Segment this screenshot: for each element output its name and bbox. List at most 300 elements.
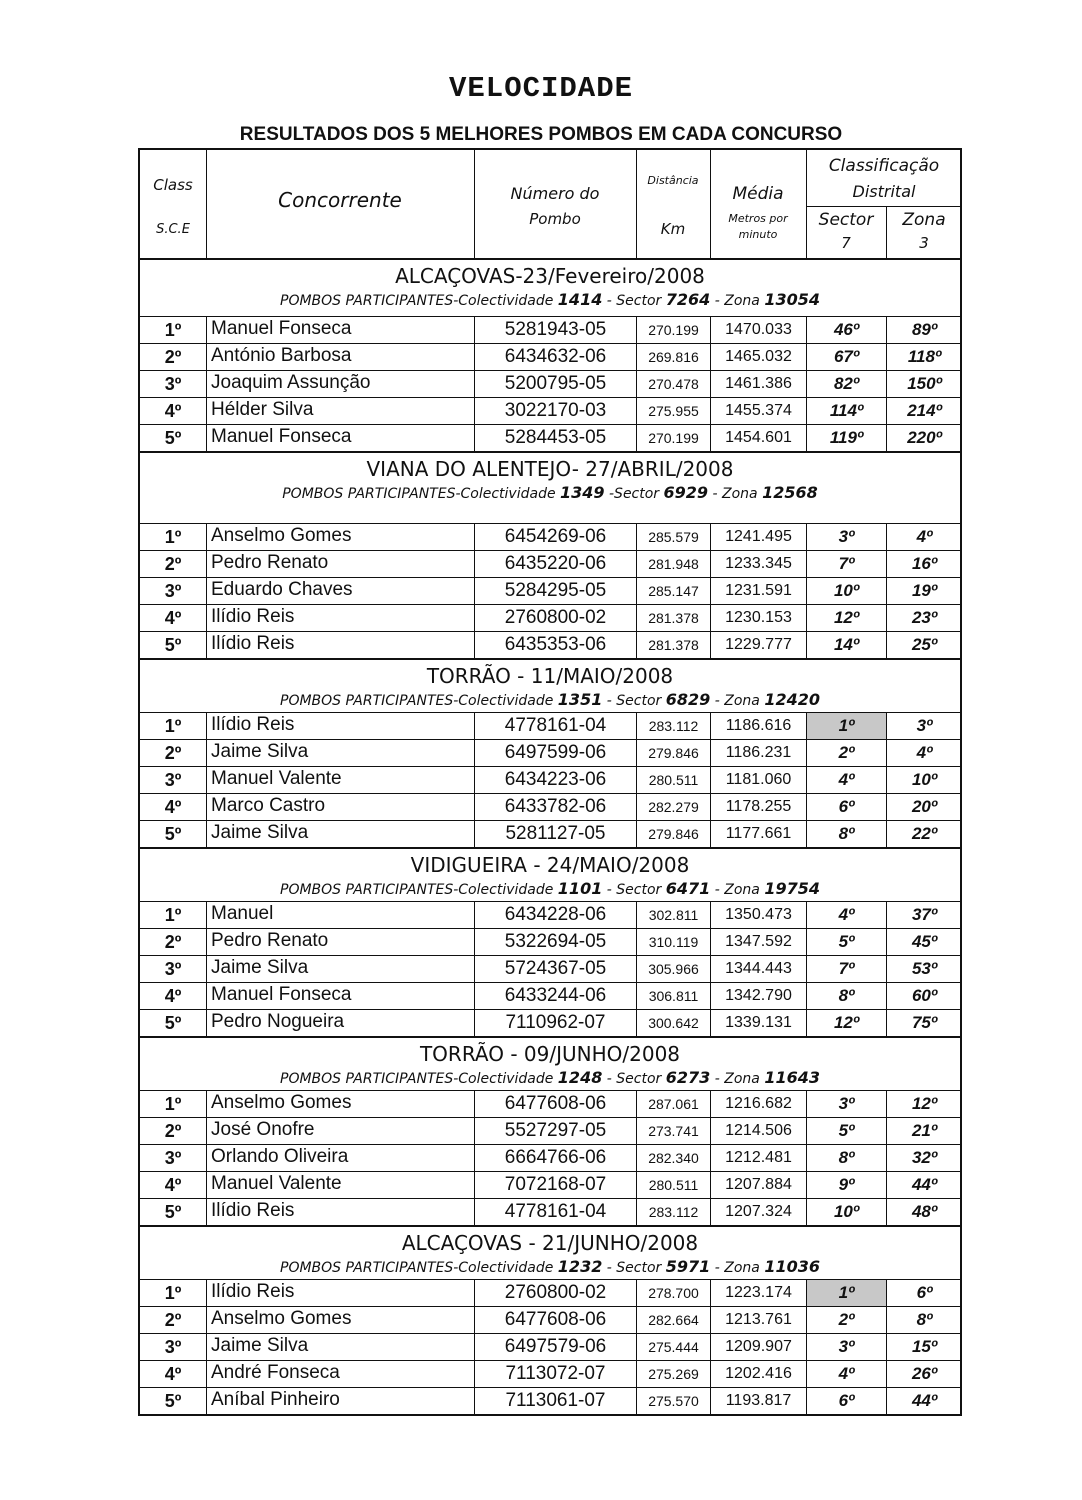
participants-zona: 13054: [764, 290, 820, 309]
table-row: [140, 983, 960, 1010]
cell-dist: 282.340: [636, 1145, 710, 1171]
cell-sector: 1º: [806, 713, 886, 739]
cell-sector: 82º: [806, 371, 886, 397]
participants-zona-label: - Zona: [714, 1260, 760, 1276]
cell-pombo: 6477608-06: [474, 1091, 636, 1117]
cell-zona: 44º: [886, 1172, 962, 1198]
cell-dist: 283.112: [636, 713, 710, 739]
cell-dist: 275.444: [636, 1334, 710, 1360]
cell-zona: 10º: [886, 767, 962, 793]
table-row: [140, 1118, 960, 1145]
contest-header: [140, 849, 960, 902]
cell-sector: 46º: [806, 317, 886, 343]
cell-cls: 1º: [164, 716, 182, 736]
cell-dist: 279.846: [636, 821, 710, 847]
participants-sector: 5971: [665, 1257, 711, 1276]
cell-sector: 2º: [806, 1307, 886, 1333]
cell-pombo: 6434223-06: [474, 767, 636, 793]
participants-zona-label: - Zona: [714, 1071, 760, 1087]
cell-dist: 285.579: [636, 524, 710, 550]
cell-sector: 12º: [806, 1010, 886, 1036]
cell-name: Ilídio Reis: [206, 605, 474, 631]
cell-cls: 5º: [164, 1013, 182, 1033]
participants-colectividade: 1101: [557, 879, 603, 898]
cell-cls: 4º: [164, 608, 182, 628]
cell-media: 1216.682: [710, 1091, 806, 1117]
cell-dist: 275.269: [636, 1361, 710, 1387]
contest-name: VIDIGUEIRA - 24/MAIO/2008: [410, 853, 690, 877]
header-media: Média: [732, 184, 784, 204]
cell-pombo: 5527297-05: [474, 1118, 636, 1144]
cell-media: 1350.473: [710, 902, 806, 928]
participants-sector-label: - Sector: [606, 293, 662, 309]
cell-pombo: 6664766-06: [474, 1145, 636, 1171]
cell-pombo: 5281943-05: [474, 317, 636, 343]
participants-sector: 6929: [663, 483, 709, 502]
cell-cls: 5º: [164, 1391, 182, 1411]
table-row: [140, 425, 960, 451]
cell-sector: 9º: [806, 1172, 886, 1198]
header-km: Km: [660, 220, 686, 238]
participants-info-prefix: POMBOS PARTICIPANTES-Colectividade: [282, 486, 556, 502]
participants-sector-label: - Sector: [606, 1071, 662, 1087]
cell-sector: 5º: [806, 1118, 886, 1144]
cell-media: 1344.443: [710, 956, 806, 982]
cell-cls: 1º: [164, 1094, 182, 1114]
cell-pombo: 4778161-04: [474, 1199, 636, 1225]
cell-pombo: 6434632-06: [474, 344, 636, 370]
cell-cls: 4º: [164, 797, 182, 817]
cell-sector: 8º: [806, 983, 886, 1009]
participants-zona-label: - Zona: [712, 486, 758, 502]
cell-sector: 7º: [806, 551, 886, 577]
table-row: [140, 524, 960, 551]
participants-colectividade: 1248: [557, 1068, 603, 1087]
cell-sector: 10º: [806, 1199, 886, 1225]
cell-pombo: 5322694-05: [474, 929, 636, 955]
cell-name: Ilídio Reis: [206, 713, 474, 739]
contest-name: VIANA DO ALENTEJO- 27/ABRIL/2008: [366, 457, 734, 481]
cell-pombo: 7113061-07: [474, 1388, 636, 1414]
cell-sector: 3º: [806, 1334, 886, 1360]
header-metros-line2: minuto: [738, 228, 778, 241]
cell-media: 1178.255: [710, 794, 806, 820]
table-header: [140, 150, 960, 260]
contest-participants: [140, 1255, 960, 1276]
participants-sector-label: - Sector: [606, 693, 662, 709]
cell-name: Anselmo Gomes: [206, 1091, 474, 1117]
header-classificacao-line1: Classificação: [828, 156, 940, 176]
table-row: [140, 794, 960, 821]
cell-dist: 287.061: [636, 1091, 710, 1117]
cell-zona: 6º: [886, 1280, 962, 1306]
cell-cls: 3º: [164, 959, 182, 979]
cell-sector: 6º: [806, 1388, 886, 1414]
cell-name: Joaquim Assunção: [206, 371, 474, 397]
cell-cls: 5º: [164, 1202, 182, 1222]
table-row: [140, 767, 960, 794]
participants-sector: 6273: [665, 1068, 711, 1087]
cell-zona: 4º: [886, 740, 962, 766]
cell-name: Jaime Silva: [206, 956, 474, 982]
cell-zona: 53º: [886, 956, 962, 982]
cell-pombo: 5200795-05: [474, 371, 636, 397]
cell-media: 1181.060: [710, 767, 806, 793]
cell-cls: 2º: [164, 932, 182, 952]
cell-media: 1213.761: [710, 1307, 806, 1333]
cell-name: Jaime Silva: [206, 821, 474, 847]
cell-cls: 5º: [164, 824, 182, 844]
table-row: [140, 956, 960, 983]
table-row: [140, 929, 960, 956]
cell-cls: 5º: [164, 635, 182, 655]
contest-participants: [140, 688, 960, 709]
cell-cls: 4º: [164, 401, 182, 421]
cell-media: 1209.907: [710, 1334, 806, 1360]
cell-zona: 20º: [886, 794, 962, 820]
table-row: [140, 1307, 960, 1334]
cell-sector: 3º: [806, 524, 886, 550]
table-row: [140, 1334, 960, 1361]
cell-dist: 270.478: [636, 371, 710, 397]
cell-pombo: 7113072-07: [474, 1361, 636, 1387]
cell-cls: 5º: [164, 428, 182, 448]
cell-media: 1230.153: [710, 605, 806, 631]
cell-name: Anselmo Gomes: [206, 524, 474, 550]
cell-zona: 45º: [886, 929, 962, 955]
cell-zona: 15º: [886, 1334, 962, 1360]
participants-sector: 6829: [665, 690, 711, 709]
cell-dist: 275.570: [636, 1388, 710, 1414]
cell-zona: 26º: [886, 1361, 962, 1387]
header-numero-line2: Pombo: [529, 210, 581, 228]
page-title: VELOCIDADE: [448, 72, 634, 105]
cell-name: Manuel: [206, 902, 474, 928]
cell-name: Pedro Renato: [206, 929, 474, 955]
cell-media: 1342.790: [710, 983, 806, 1009]
table-row: [140, 398, 960, 425]
table-row: [140, 578, 960, 605]
participants-sector: 6471: [665, 879, 711, 898]
cell-pombo: 7110962-07: [474, 1010, 636, 1036]
table-row: [140, 632, 960, 658]
cell-pombo: 7072168-07: [474, 1172, 636, 1198]
cell-zona: 118º: [886, 344, 962, 370]
participants-zona: 19754: [764, 879, 820, 898]
cell-name: Orlando Oliveira: [206, 1145, 474, 1171]
cell-zona: 214º: [886, 398, 962, 424]
cell-dist: 305.966: [636, 956, 710, 982]
cell-dist: 281.378: [636, 632, 710, 658]
contest-participants: [140, 481, 960, 502]
header-concorrente: Concorrente: [278, 188, 402, 212]
cell-zona: 23º: [886, 605, 962, 631]
cell-pombo: 2760800-02: [474, 605, 636, 631]
table-row: [140, 1361, 960, 1388]
cell-media: 1186.231: [710, 740, 806, 766]
cell-zona: 8º: [886, 1307, 962, 1333]
participants-sector: 7264: [665, 290, 711, 309]
cell-sector: 3º: [806, 1091, 886, 1117]
cell-zona: 48º: [886, 1199, 962, 1225]
cell-name: Manuel Valente: [206, 767, 474, 793]
cell-sector: 8º: [806, 1145, 886, 1171]
participants-info-prefix: POMBOS PARTICIPANTES-Colectividade: [280, 1071, 554, 1087]
cell-pombo: 6497599-06: [474, 740, 636, 766]
cell-media: 1339.131: [710, 1010, 806, 1036]
cell-zona: 3º: [886, 713, 962, 739]
contest-header: [140, 660, 960, 713]
cell-dist: 270.199: [636, 425, 710, 451]
contest-header: [140, 1038, 960, 1091]
contest-participants: [140, 288, 960, 309]
header-numero-line1: Número do: [510, 184, 600, 203]
cell-sector: 10º: [806, 578, 886, 604]
cell-name: Marco Castro: [206, 794, 474, 820]
cell-cls: 3º: [164, 1148, 182, 1168]
contest-section: [140, 1038, 960, 1227]
cell-dist: 279.846: [636, 740, 710, 766]
cell-cls: 4º: [164, 1175, 182, 1195]
table-row: [140, 605, 960, 632]
cell-media: 1241.495: [710, 524, 806, 550]
cell-zona: 25º: [886, 632, 962, 658]
cell-pombo: 5724367-05: [474, 956, 636, 982]
cell-name: Aníbal Pinheiro: [206, 1388, 474, 1414]
cell-sector: 5º: [806, 929, 886, 955]
table-row: [140, 344, 960, 371]
cell-dist: 302.811: [636, 902, 710, 928]
cell-dist: 270.199: [636, 317, 710, 343]
cell-sector: 119º: [806, 425, 886, 451]
cell-cls: 1º: [164, 320, 182, 340]
table-row: [140, 1388, 960, 1414]
participants-colectividade: 1351: [557, 690, 603, 709]
cell-cls: 4º: [164, 1364, 182, 1384]
participants-zona: 11036: [764, 1257, 820, 1276]
cell-cls: 2º: [164, 1310, 182, 1330]
cell-dist: 275.955: [636, 398, 710, 424]
cell-name: Pedro Nogueira: [206, 1010, 474, 1036]
contest-participants: [140, 1066, 960, 1087]
participants-info-prefix: POMBOS PARTICIPANTES-Colectividade: [280, 293, 554, 309]
cell-zona: 220º: [886, 425, 962, 451]
cell-media: 1465.032: [710, 344, 806, 370]
cell-sector: 6º: [806, 794, 886, 820]
cell-dist: 280.511: [636, 767, 710, 793]
participants-info-prefix: POMBOS PARTICIPANTES-Colectividade: [280, 1260, 554, 1276]
participants-zona: 12568: [762, 483, 818, 502]
header-sector: Sector: [818, 210, 874, 230]
cell-zona: 60º: [886, 983, 962, 1009]
cell-zona: 37º: [886, 902, 962, 928]
cell-cls: 3º: [164, 1337, 182, 1357]
cell-pombo: 6433244-06: [474, 983, 636, 1009]
table-row: [140, 1091, 960, 1118]
cell-pombo: 6497579-06: [474, 1334, 636, 1360]
table-row: [140, 1145, 960, 1172]
cell-dist: 300.642: [636, 1010, 710, 1036]
participants-sector-label: - Sector: [606, 882, 662, 898]
cell-media: 1207.884: [710, 1172, 806, 1198]
cell-name: Eduardo Chaves: [206, 578, 474, 604]
cell-media: 1461.386: [710, 371, 806, 397]
cell-media: 1454.601: [710, 425, 806, 451]
cell-name: José Onofre: [206, 1118, 474, 1144]
cell-media: 1233.345: [710, 551, 806, 577]
cell-name: Manuel Fonseca: [206, 317, 474, 343]
cell-name: Ilídio Reis: [206, 632, 474, 658]
cell-media: 1177.661: [710, 821, 806, 847]
table-row: [140, 902, 960, 929]
cell-name: Manuel Fonseca: [206, 425, 474, 451]
header-zona-num: 3: [919, 234, 929, 252]
cell-dist: 273.741: [636, 1118, 710, 1144]
cell-dist: 281.948: [636, 551, 710, 577]
cell-media: 1223.174: [710, 1280, 806, 1306]
cell-media: 1455.374: [710, 398, 806, 424]
cell-zona: 12º: [886, 1091, 962, 1117]
table-row: [140, 821, 960, 847]
cell-pombo: 6454269-06: [474, 524, 636, 550]
participants-colectividade: 1232: [557, 1257, 603, 1276]
table-row: [140, 740, 960, 767]
contest-header: [140, 453, 960, 524]
cell-sector: 4º: [806, 767, 886, 793]
participants-sector-label: -Sector: [609, 486, 660, 502]
contest-section: [140, 849, 960, 1038]
table-row: [140, 713, 960, 740]
cell-zona: 44º: [886, 1388, 962, 1414]
participants-zona-label: - Zona: [714, 882, 760, 898]
cell-cls: 2º: [164, 1121, 182, 1141]
cell-dist: 269.816: [636, 344, 710, 370]
cell-name: Manuel Fonseca: [206, 983, 474, 1009]
cell-dist: 281.378: [636, 605, 710, 631]
cell-zona: 32º: [886, 1145, 962, 1171]
cell-cls: 3º: [164, 770, 182, 790]
cell-name: Manuel Valente: [206, 1172, 474, 1198]
cell-dist: 285.147: [636, 578, 710, 604]
cell-zona: 22º: [886, 821, 962, 847]
cell-cls: 1º: [164, 1283, 182, 1303]
cell-pombo: 5284453-05: [474, 425, 636, 451]
contest-name: ALCAÇOVAS-23/Fevereiro/2008: [395, 264, 705, 288]
cell-pombo: 6477608-06: [474, 1307, 636, 1333]
cell-media: 1207.324: [710, 1199, 806, 1225]
cell-cls: 3º: [164, 581, 182, 601]
cell-pombo: 5284295-05: [474, 578, 636, 604]
cell-media: 1470.033: [710, 317, 806, 343]
cell-name: Anselmo Gomes: [206, 1307, 474, 1333]
contest-header: [140, 260, 960, 317]
cell-zona: 89º: [886, 317, 962, 343]
contest-section: [140, 1227, 960, 1414]
table-row: [140, 551, 960, 578]
contest-name: TORRÃO - 09/JUNHO/2008: [419, 1042, 681, 1066]
cell-name: Ilídio Reis: [206, 1199, 474, 1225]
cell-media: 1347.592: [710, 929, 806, 955]
table-row: [140, 1172, 960, 1199]
cell-sector: 14º: [806, 632, 886, 658]
participants-info-prefix: POMBOS PARTICIPANTES-Colectividade: [280, 882, 554, 898]
table-row: [140, 1199, 960, 1225]
cell-media: 1186.616: [710, 713, 806, 739]
cell-zona: 19º: [886, 578, 962, 604]
cell-sector: 4º: [806, 902, 886, 928]
cell-sector: 114º: [806, 398, 886, 424]
participants-zona: 12420: [764, 690, 820, 709]
participants-info-prefix: POMBOS PARTICIPANTES-Colectividade: [280, 693, 554, 709]
contest-participants: [140, 877, 960, 898]
participants-sector-label: - Sector: [606, 1260, 662, 1276]
cell-name: Jaime Silva: [206, 1334, 474, 1360]
table-row: [140, 1010, 960, 1036]
table-body: [140, 260, 960, 1414]
cell-sector: 12º: [806, 605, 886, 631]
cell-dist: 282.279: [636, 794, 710, 820]
cell-name: Jaime Silva: [206, 740, 474, 766]
cell-zona: 16º: [886, 551, 962, 577]
header-metros-line1: Metros por: [728, 212, 788, 225]
contest-section: [140, 260, 960, 453]
cell-sector: 8º: [806, 821, 886, 847]
cell-cls: 1º: [164, 905, 182, 925]
header-classificacao-line2: Distrital: [852, 182, 916, 201]
contest-section: [140, 660, 960, 849]
participants-zona: 11643: [764, 1068, 820, 1087]
contest-header: [140, 1227, 960, 1280]
cell-cls: 1º: [164, 527, 182, 547]
cell-pombo: 6433782-06: [474, 794, 636, 820]
contest-name: ALCAÇOVAS - 21/JUNHO/2008: [401, 1231, 699, 1255]
cell-dist: 278.700: [636, 1280, 710, 1306]
cell-media: 1231.591: [710, 578, 806, 604]
cell-media: 1212.481: [710, 1145, 806, 1171]
cell-zona: 150º: [886, 371, 962, 397]
cell-pombo: 6435353-06: [474, 632, 636, 658]
header-sector-num: 7: [841, 234, 851, 252]
table-row: [140, 371, 960, 398]
cell-media: 1193.817: [710, 1388, 806, 1414]
cell-name: Ilídio Reis: [206, 1280, 474, 1306]
header-class-bottom: S.C.E: [156, 222, 190, 237]
cell-zona: 75º: [886, 1010, 962, 1036]
cell-media: 1214.506: [710, 1118, 806, 1144]
cell-dist: 283.112: [636, 1199, 710, 1225]
cell-sector: 2º: [806, 740, 886, 766]
cell-sector: 4º: [806, 1361, 886, 1387]
cell-cls: 2º: [164, 347, 182, 367]
header-distancia: Distância: [647, 174, 699, 187]
table-row: [140, 317, 960, 344]
table-row: [140, 1280, 960, 1307]
cell-name: António Barbosa: [206, 344, 474, 370]
results-table: [138, 148, 962, 1416]
cell-pombo: 6435220-06: [474, 551, 636, 577]
cell-pombo: 5281127-05: [474, 821, 636, 847]
cell-zona: 21º: [886, 1118, 962, 1144]
cell-sector: 67º: [806, 344, 886, 370]
participants-colectividade: 1414: [557, 290, 603, 309]
cell-sector: 1º: [806, 1280, 886, 1306]
cell-cls: 4º: [164, 986, 182, 1006]
cell-cls: 2º: [164, 743, 182, 763]
cell-pombo: 6434228-06: [474, 902, 636, 928]
cell-pombo: 4778161-04: [474, 713, 636, 739]
cell-pombo: 3022170-03: [474, 398, 636, 424]
cell-name: André Fonseca: [206, 1361, 474, 1387]
